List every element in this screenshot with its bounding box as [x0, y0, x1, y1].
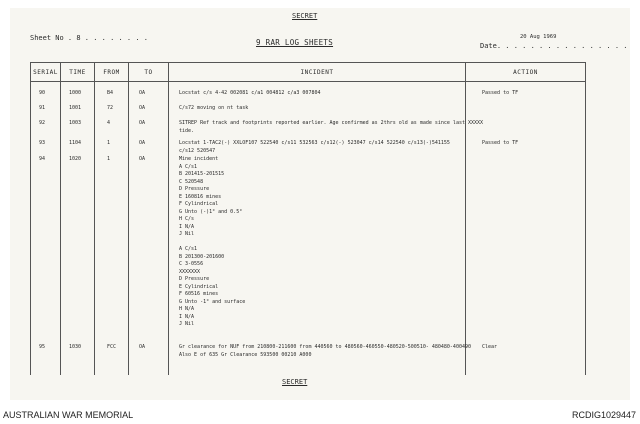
- incident-line: C 3-0556: [179, 261, 204, 267]
- row-from: 72: [107, 105, 114, 111]
- date-label: Date. . . . . . . . . . . . . . . .: [480, 42, 628, 50]
- archive-reference: RCDIG1029447: [571, 410, 636, 420]
- incident-line: C/s72 moving on nt task: [179, 105, 249, 111]
- incident-line: I N/A: [179, 223, 195, 230]
- incident-line: F 60516 mines: [179, 291, 219, 297]
- incident-line: H C/s: [179, 216, 195, 222]
- row-from: 1: [107, 140, 111, 146]
- incident-line: H N/A: [179, 306, 195, 312]
- table-body: [31, 82, 586, 376]
- incident-line: D Pressure: [179, 276, 210, 282]
- column-header-from: FROM: [95, 63, 129, 82]
- serial-column: [31, 82, 60, 375]
- incident-line: G Unto (-)1° and 0.5°: [179, 208, 243, 215]
- incident-line: J Nil: [179, 321, 195, 327]
- incident-line: J Nil: [179, 231, 195, 237]
- time-column: [61, 82, 94, 375]
- incident-line: A C/s1: [179, 246, 198, 252]
- action-column: [466, 82, 585, 375]
- row-to: OA: [139, 120, 146, 126]
- incident-line: tide.: [179, 127, 195, 134]
- row-time: 1020: [69, 156, 82, 162]
- page-title: 9 RAR LOG SHEETS: [256, 38, 334, 47]
- row-time: 1000: [69, 90, 82, 96]
- date-value: 20 Aug 1969: [520, 34, 557, 40]
- column-header-serial: SERIAL: [31, 63, 61, 82]
- incident-line: SITREP Ref track and footprints reported earlier. Age confirmed as 2thrs old as made since last XXXXX: [179, 120, 484, 126]
- row-from: 4: [107, 120, 111, 126]
- row-time: 1001: [69, 105, 82, 111]
- row-from: B4: [107, 90, 114, 96]
- incident-line: D Pressure: [179, 186, 210, 192]
- incident-line: I N/A: [179, 313, 195, 320]
- incident-line: G Unto -1° and surface: [179, 298, 246, 305]
- row-to: OA: [139, 156, 146, 162]
- row-to: OA: [139, 140, 146, 146]
- row-action: Passed to TF: [482, 140, 519, 146]
- incident-line: B 201300-201600: [179, 253, 225, 260]
- classification-bottom: SECRET: [282, 378, 308, 386]
- row-serial: 92: [39, 120, 46, 126]
- row-time: 1003: [69, 120, 82, 126]
- log-table: [30, 62, 586, 375]
- incident-line: E Cylindrical: [179, 283, 219, 290]
- row-action: Clear: [482, 344, 498, 350]
- archive-credit: AUSTRALIAN WAR MEMORIAL: [3, 410, 134, 420]
- row-from: 1: [107, 156, 111, 162]
- row-serial: 90: [39, 90, 46, 96]
- incident-line: XXXXXXX: [179, 268, 201, 275]
- from-column: [95, 82, 128, 375]
- incident-line: F Cylindrical: [179, 201, 219, 207]
- incident-line: C 520548: [179, 178, 204, 185]
- row-to: OA: [139, 344, 146, 350]
- row-to: OA: [139, 105, 146, 111]
- incident-line: c/s12 520547: [179, 147, 216, 154]
- incident-line: E 160816 mines: [179, 193, 222, 200]
- sheet-number: Sheet No . 8 . . . . . . . .: [30, 34, 149, 42]
- row-serial: 91: [39, 105, 46, 111]
- column-header-to: TO: [129, 63, 169, 82]
- classification-top: SECRET: [292, 12, 318, 20]
- row-serial: 93: [39, 140, 46, 146]
- incident-line: Locstat 1-TAC2(-) XXLOF107 522540 c/s11 532563 c/s12(-) 523047 c/s14 522540 c/s13(-)541155: [179, 140, 450, 146]
- row-time: 1030: [69, 344, 82, 350]
- row-serial: 94: [39, 156, 46, 162]
- row-from: FCC: [107, 344, 117, 350]
- incident-column: [169, 82, 484, 375]
- column-header-time: TIME: [61, 63, 95, 82]
- incident-line: Locstat c/s 4-42 002081 c/a1 004812 c/a3 007804: [179, 90, 321, 96]
- to-column: [129, 82, 168, 375]
- table-header-row: [31, 63, 586, 82]
- incident-line: A C/s1: [179, 163, 198, 170]
- row-serial: 95: [39, 344, 46, 350]
- incident-line: Mine incident: [179, 156, 219, 162]
- incident-line: Also E of 635 Gr Clearance 593500 00210 A000: [179, 351, 312, 358]
- row-time: 1104: [69, 140, 82, 146]
- column-header-action: ACTION: [466, 63, 586, 82]
- incident-line: Gr clearance for NUF from 210800-211600 from 440560 to 480560-460550-480520-500510- 480480-400490: [179, 344, 471, 350]
- row-to: OA: [139, 90, 146, 96]
- row-action: Passed to TF: [482, 90, 519, 96]
- incident-line: B 201415-201515: [179, 171, 225, 177]
- column-header-incident: INCIDENT: [169, 63, 466, 82]
